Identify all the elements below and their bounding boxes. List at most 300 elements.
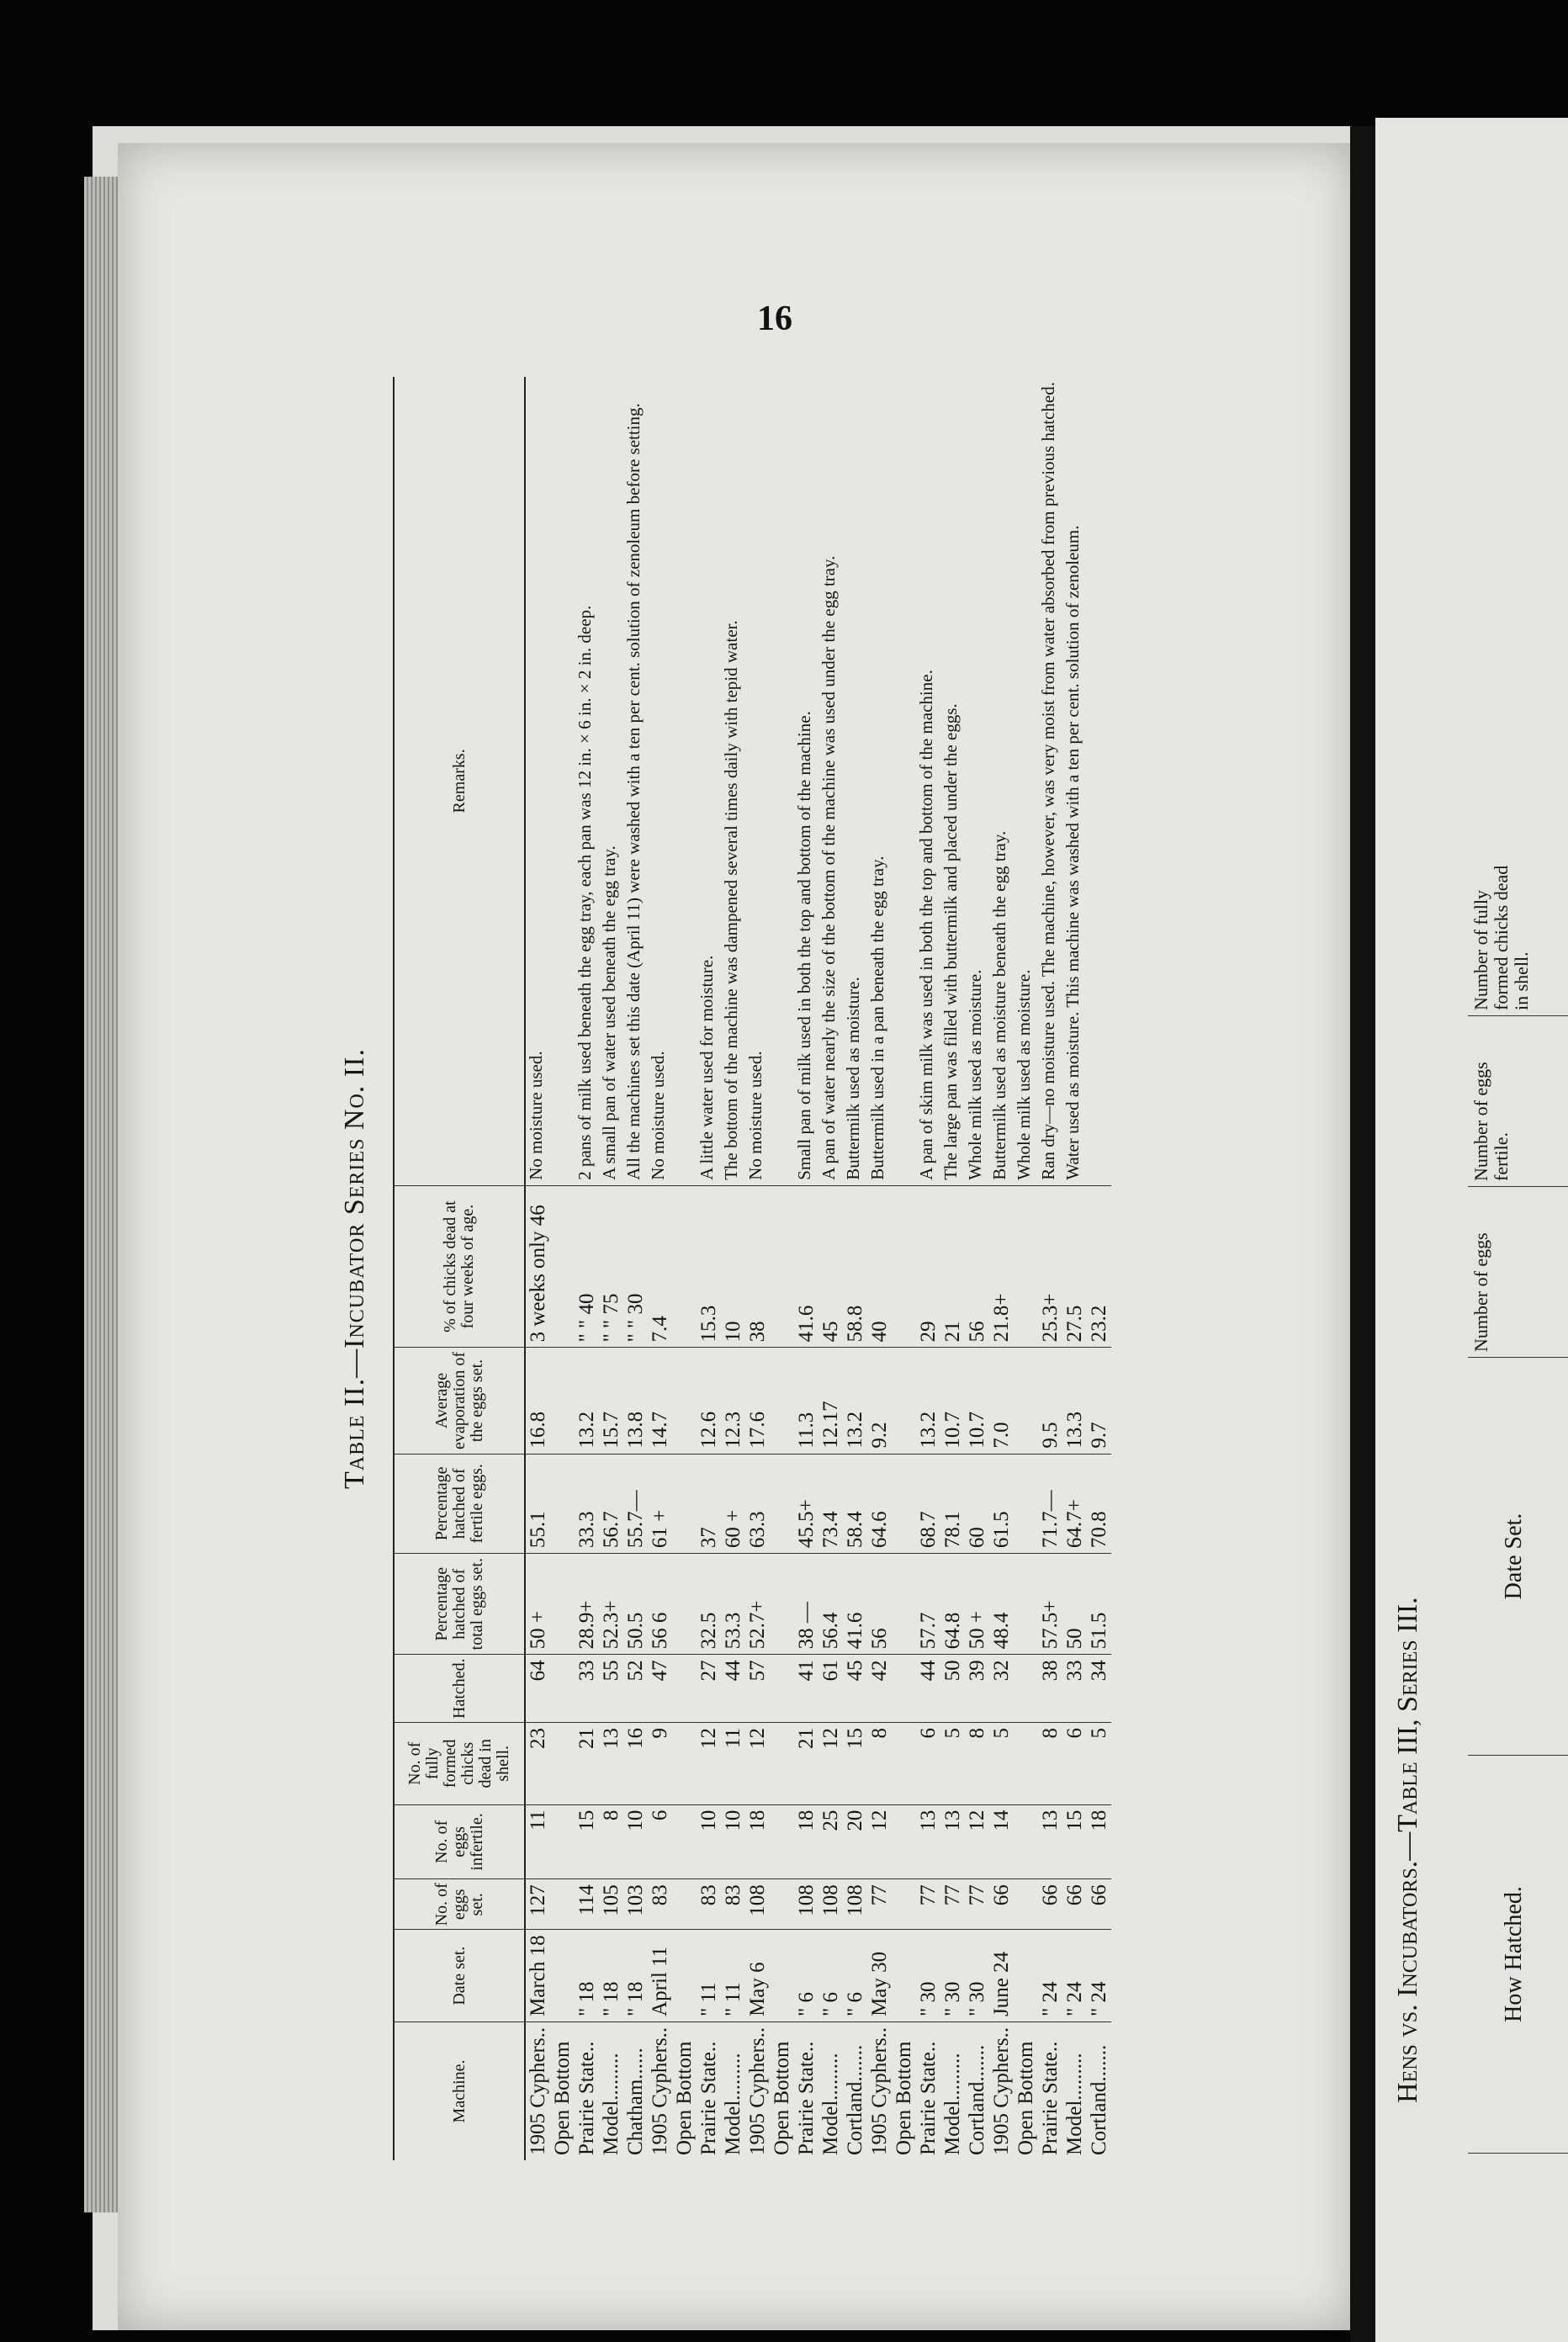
header-pct-total: Percentage hatched of total eggs set. [394, 1554, 525, 1655]
table-row [1087, 377, 1111, 2160]
right-header-col: Number of eggs [1468, 1187, 1568, 1358]
cell-machine: Prairie State.. [575, 2041, 598, 2155]
cell-date: " 24 [1038, 1930, 1062, 2022]
right-header-date-set: Date Set. [1468, 1358, 1568, 1756]
cell-date: March 18 [525, 1930, 550, 2022]
table-row [672, 377, 697, 2160]
cell-infertile: 10 [623, 1804, 648, 1879]
cell-dead: 8 [867, 1723, 892, 1805]
cell-pct-dead: 56 [965, 1185, 989, 1348]
cell-pct-fertile: 58.4 [843, 1454, 867, 1554]
cell-evaporation: 10.7 [965, 1348, 989, 1454]
cell-pct-fertile: 64.7+ [1062, 1454, 1087, 1554]
cell-date [672, 1930, 697, 2022]
cell-dead: 11 [721, 1723, 745, 1805]
cell-date: April 11 [648, 1930, 672, 2022]
cell-evaporation: 15.7 [599, 1348, 623, 1454]
cell-pct-fertile: 61.5 [989, 1454, 1014, 1554]
cell-hatched: 52 [623, 1655, 648, 1723]
incubator-table [393, 377, 1111, 2160]
cell-evaporation: 9.7 [1087, 1348, 1111, 1454]
cell-infertile: 20 [843, 1804, 867, 1879]
cell-set: 77 [965, 1879, 989, 1930]
cell-hatched [892, 1655, 916, 1723]
cell-set: 66 [1087, 1879, 1111, 1930]
cell-dead [770, 1723, 794, 1805]
cell-remarks [770, 377, 794, 1185]
cell-hatched: 41 [794, 1655, 818, 1723]
cell-remarks: Whole milk used as moisture. [965, 377, 989, 1185]
cell-dead: 12 [745, 1723, 770, 1805]
header-machine: Machine. [394, 2021, 525, 2160]
cell-remarks: Buttermilk used as moisture. [843, 377, 867, 1185]
table-header-row [394, 377, 525, 2160]
cell-pct-dead: 23.2 [1087, 1185, 1111, 1348]
cell-date: " 24 [1062, 1930, 1087, 2022]
cell-evaporation: 12.17 [818, 1348, 843, 1454]
cell-machine: Cortland....... [844, 2044, 866, 2155]
cell-evaporation [672, 1348, 697, 1454]
table-row [892, 377, 916, 2160]
cell-machine: 1905 Cyphers.. [649, 2027, 671, 2155]
table-row [648, 377, 672, 2160]
cell-pct-total [892, 1554, 916, 1655]
cell-infertile: 8 [599, 1804, 623, 1879]
cell-date [892, 1930, 916, 2022]
cell-machine: Model......... [819, 2053, 842, 2155]
cell-pct-total [1014, 1554, 1038, 1655]
cell-hatched [1014, 1655, 1038, 1723]
table-row [1038, 377, 1062, 2160]
cell-dead [1014, 1723, 1038, 1805]
cell-pct-total: 57.5+ [1038, 1554, 1062, 1655]
cell-dead: 16 [623, 1723, 648, 1805]
cell-pct-total: 28.9+ [575, 1554, 599, 1655]
cell-machine: Chatham...... [624, 2048, 647, 2155]
cell-hatched: 42 [867, 1655, 892, 1723]
cell-pct-fertile: 60 [965, 1454, 989, 1554]
cell-pct-fertile [550, 1454, 575, 1554]
header-pct-dead: % of chicks dead at four weeks of age. [394, 1185, 525, 1348]
cell-hatched: 64 [525, 1655, 550, 1723]
cell-set: 66 [989, 1879, 1014, 1930]
cell-date: " 6 [843, 1930, 867, 2022]
cell-machine: Model......... [1063, 2053, 1086, 2155]
cell-hatched: 39 [965, 1655, 989, 1723]
table-row [550, 377, 575, 2160]
cell-pct-dead: 29 [916, 1185, 940, 1348]
cell-dead: 21 [794, 1723, 818, 1805]
table-row [965, 377, 989, 2160]
cell-infertile [550, 1804, 575, 1879]
cell-machine: 1905 Cyphers.. [990, 2027, 1013, 2155]
header-eggs-set: No. of eggs set. [394, 1879, 525, 1930]
table-row [525, 377, 550, 2160]
cell-pct-dead: 41.6 [794, 1185, 818, 1348]
book-gutter [1350, 126, 1375, 2342]
cell-dead: 8 [965, 1723, 989, 1805]
cell-infertile: 13 [916, 1804, 940, 1879]
cell-infertile [892, 1804, 916, 1879]
table-body [525, 377, 1111, 2160]
cell-set [550, 1879, 575, 1930]
cell-set: 127 [525, 1879, 550, 1930]
cell-date: May 6 [745, 1930, 770, 2022]
cell-hatched [770, 1655, 794, 1723]
cell-machine: Prairie State.. [795, 2041, 818, 2155]
cell-remarks: The bottom of the machine was dampened several times daily with tepid water. [721, 377, 745, 1185]
cell-hatched: 61 [818, 1655, 843, 1723]
cell-pct-dead: " " 40 [575, 1185, 599, 1348]
cell-pct-fertile: 68.7 [916, 1454, 940, 1554]
cell-set: 83 [648, 1879, 672, 1930]
cell-infertile: 6 [648, 1804, 672, 1879]
cell-remarks: 2 pans of milk used beneath the egg tray, each pan was 12 in. × 6 in. × 2 in. deep. [575, 377, 599, 1185]
cell-hatched: 55 [599, 1655, 623, 1723]
cell-date: " 11 [721, 1930, 745, 2022]
cell-hatched: 50 [940, 1655, 965, 1723]
cell-set: 105 [599, 1879, 623, 1930]
cell-date: " 11 [697, 1930, 721, 2022]
table-row [599, 377, 623, 2160]
cell-hatched: 47 [648, 1655, 672, 1723]
cell-pct-total: 64.8 [940, 1554, 965, 1655]
cell-pct-total: 52.3+ [599, 1554, 623, 1655]
cell-machine: 1905 Cyphers.. [527, 2027, 549, 2155]
cell-remarks: Water used as moisture. This machine was washed with a ten per cent. solution of zenoleum. [1062, 377, 1087, 1185]
header-date-set: Date set. [394, 1930, 525, 2022]
cell-machine: Open Bottom [893, 2041, 915, 2155]
table-row [697, 377, 721, 2160]
cell-infertile [1014, 1804, 1038, 1879]
cell-set [672, 1879, 697, 1930]
cell-evaporation: 17.6 [745, 1348, 770, 1454]
cell-pct-dead [1014, 1185, 1038, 1348]
cell-evaporation: 14.7 [648, 1348, 672, 1454]
cell-evaporation: 7.0 [989, 1348, 1014, 1454]
rotated-table-page [339, 377, 1248, 2160]
cell-pct-fertile: 45.5+ [794, 1454, 818, 1554]
cell-pct-dead: 27.5 [1062, 1185, 1087, 1348]
cell-date: " 18 [575, 1930, 599, 2022]
cell-date [550, 1930, 575, 2022]
cell-pct-dead: 38 [745, 1185, 770, 1348]
cell-date [1014, 1930, 1038, 2022]
cell-pct-fertile: 60 + [721, 1454, 745, 1554]
cell-evaporation: 13.2 [843, 1348, 867, 1454]
cell-evaporation: 13.2 [916, 1348, 940, 1454]
cell-remarks: A pan of skim milk was used in both the top and bottom of the machine. [916, 377, 940, 1185]
right-page-title: Hens vs. Incubators.—Table III, Series III. [1392, 1597, 1423, 2103]
cell-set: 66 [1062, 1879, 1087, 1930]
cell-infertile: 15 [1062, 1804, 1087, 1879]
cell-pct-dead [672, 1185, 697, 1348]
cell-hatched [672, 1655, 697, 1723]
cell-pct-fertile [672, 1454, 697, 1554]
cell-evaporation [1014, 1348, 1038, 1454]
cell-machine: Model......... [722, 2053, 744, 2155]
cell-pct-fertile [892, 1454, 916, 1554]
cell-pct-total: 38 — [794, 1554, 818, 1655]
right-header-col: Number of eggs fertile. [1468, 1016, 1568, 1187]
cell-machine: Open Bottom [1014, 2041, 1037, 2155]
cell-hatched: 44 [721, 1655, 745, 1723]
header-pct-fertile: Percentage hatched of fertile eggs. [394, 1454, 525, 1554]
cell-remarks: No moisture used. [745, 377, 770, 1185]
cell-remarks: A pan of water nearly the size of the bottom of the machine was used under the egg tray. [818, 377, 843, 1185]
cell-set [892, 1879, 916, 1930]
cell-machine: Model......... [600, 2053, 622, 2155]
cell-evaporation [892, 1348, 916, 1454]
page-number: 16 [757, 299, 792, 338]
cell-set: 77 [940, 1879, 965, 1930]
cell-machine: Prairie State.. [1039, 2041, 1062, 2155]
cell-pct-fertile: 33.3 [575, 1454, 599, 1554]
cell-pct-total: 56.4 [818, 1554, 843, 1655]
cell-infertile [770, 1804, 794, 1879]
cell-set: 66 [1038, 1879, 1062, 1930]
cell-dead: 23 [525, 1723, 550, 1805]
cell-infertile: 18 [1087, 1804, 1111, 1879]
cell-pct-dead: 45 [818, 1185, 843, 1348]
cell-dead: 5 [940, 1723, 965, 1805]
cell-pct-fertile: 71.7— [1038, 1454, 1062, 1554]
header-hatched: Hatched. [394, 1655, 525, 1723]
cell-dead: 5 [1087, 1723, 1111, 1805]
cell-evaporation: 9.2 [867, 1348, 892, 1454]
cell-pct-dead: 40 [867, 1185, 892, 1348]
cell-pct-dead: 21 [940, 1185, 965, 1348]
table-row [818, 377, 843, 2160]
cell-infertile: 11 [525, 1804, 550, 1879]
cell-set: 83 [697, 1879, 721, 1930]
cell-pct-total: 50 + [525, 1554, 550, 1655]
cell-set: 108 [745, 1879, 770, 1930]
cell-date: June 24 [989, 1930, 1014, 2022]
cell-pct-total: 57.7 [916, 1554, 940, 1655]
cell-pct-total: 50 [1062, 1554, 1087, 1655]
cell-dead: 12 [818, 1723, 843, 1805]
cell-pct-total: 41.6 [843, 1554, 867, 1655]
cell-hatched: 44 [916, 1655, 940, 1723]
cell-pct-fertile: 37 [697, 1454, 721, 1554]
cell-dead [672, 1723, 697, 1805]
table-row [843, 377, 867, 2160]
cell-set: 77 [916, 1879, 940, 1930]
cell-date: " 24 [1087, 1930, 1111, 2022]
table-row [1062, 377, 1087, 2160]
cell-machine: Open Bottom [771, 2041, 793, 2155]
table-title: Table II.—Incubator Series No. II. [339, 1048, 370, 1489]
cell-infertile: 14 [989, 1804, 1014, 1879]
right-header-col: Number of fully formed chicks dead in shell. [1468, 845, 1568, 1016]
cell-infertile [672, 1804, 697, 1879]
cell-pct-fertile: 78.1 [940, 1454, 965, 1554]
cell-pct-total: 53.3 [721, 1554, 745, 1655]
cell-pct-dead: " " 75 [599, 1185, 623, 1348]
cell-pct-fertile: 70.8 [1087, 1454, 1111, 1554]
cell-pct-dead: " " 30 [623, 1185, 648, 1348]
cell-machine: 1905 Cyphers.. [868, 2027, 891, 2155]
cell-machine: Model......... [941, 2053, 964, 2155]
table-row [794, 377, 818, 2160]
cell-dead: 9 [648, 1723, 672, 1805]
cell-remarks [1087, 377, 1111, 1185]
cell-machine: 1905 Cyphers.. [746, 2027, 769, 2155]
cell-remarks: Buttermilk used in a pan beneath the egg tray. [867, 377, 892, 1185]
cell-pct-fertile: 61 + [648, 1454, 672, 1554]
table-row [867, 377, 892, 2160]
cell-evaporation: 12.6 [697, 1348, 721, 1454]
cell-pct-fertile: 63.3 [745, 1454, 770, 1554]
cell-machine: Prairie State.. [697, 2041, 720, 2155]
cell-pct-dead: 10 [721, 1185, 745, 1348]
cell-dead: 8 [1038, 1723, 1062, 1805]
cell-pct-total [770, 1554, 794, 1655]
cell-date: " 30 [916, 1930, 940, 2022]
cell-pct-dead: 3 weeks only 46 [525, 1185, 550, 1348]
cell-remarks [672, 377, 697, 1185]
cell-pct-total: 48.4 [989, 1554, 1014, 1655]
table-row [770, 377, 794, 2160]
cell-date: " 18 [623, 1930, 648, 2022]
cell-date: May 30 [867, 1930, 892, 2022]
cell-dead: 5 [989, 1723, 1014, 1805]
header-evaporation: Average evaporation of the eggs set. [394, 1348, 525, 1454]
cell-remarks [550, 377, 575, 1185]
header-remarks: Remarks. [394, 377, 525, 1185]
cell-remarks: Buttermilk used as moisture beneath the egg tray. [989, 377, 1014, 1185]
cell-set [1014, 1879, 1038, 1930]
cell-machine: Cortland....... [1088, 2044, 1110, 2155]
table-row [575, 377, 599, 2160]
cell-pct-fertile [1014, 1454, 1038, 1554]
cell-date: " 18 [599, 1930, 623, 2022]
cell-pct-total: 52.7+ [745, 1554, 770, 1655]
cell-dead: 13 [599, 1723, 623, 1805]
cell-set: 108 [843, 1879, 867, 1930]
cell-dead [550, 1723, 575, 1805]
cell-remarks: No moisture used. [648, 377, 672, 1185]
cell-date: " 30 [965, 1930, 989, 2022]
cell-evaporation: 13.2 [575, 1348, 599, 1454]
table-row [989, 377, 1014, 2160]
cell-pct-total: 51.5 [1087, 1554, 1111, 1655]
cell-evaporation [770, 1348, 794, 1454]
cell-dead [892, 1723, 916, 1805]
cell-infertile: 10 [697, 1804, 721, 1879]
cell-machine: Cortland....... [966, 2044, 988, 2155]
cell-pct-dead [770, 1185, 794, 1348]
cell-evaporation: 12.3 [721, 1348, 745, 1454]
cell-infertile: 12 [965, 1804, 989, 1879]
cell-remarks: No moisture used. [525, 377, 550, 1185]
cell-dead: 21 [575, 1723, 599, 1805]
cell-date: " 6 [794, 1930, 818, 2022]
cell-pct-fertile: 55.1 [525, 1454, 550, 1554]
cell-pct-dead: 25.3+ [1038, 1185, 1062, 1348]
right-page-headers [1468, 303, 1568, 2154]
cell-infertile: 18 [794, 1804, 818, 1879]
cell-set: 114 [575, 1879, 599, 1930]
cell-pct-total [550, 1554, 575, 1655]
cell-remarks: All the machines set this date (April 11) were washed with a ten per cent. solution of zenoleum before setting. [623, 377, 648, 1185]
table-row [1014, 377, 1038, 2160]
cell-remarks: Ran dry—no moisture used. The machine, however, was very moist from water absorbed from previous hatched. [1038, 377, 1062, 1185]
cell-pct-total [672, 1554, 697, 1655]
cell-dead: 6 [1062, 1723, 1087, 1805]
cell-infertile: 18 [745, 1804, 770, 1879]
cell-date: " 30 [940, 1930, 965, 2022]
cell-pct-fertile: 56.7 [599, 1454, 623, 1554]
cell-pct-dead: 7.4 [648, 1185, 672, 1348]
cell-set: 103 [623, 1879, 648, 1930]
cell-evaporation: 10.7 [940, 1348, 965, 1454]
cell-remarks: The large pan was filled with buttermilk and placed under the eggs. [940, 377, 965, 1185]
table-row [916, 377, 940, 2160]
cell-pct-dead [892, 1185, 916, 1348]
cell-remarks: A small pan of water used beneath the egg tray. [599, 377, 623, 1185]
cell-pct-total: 50.5 [623, 1554, 648, 1655]
cell-evaporation: 16.8 [525, 1348, 550, 1454]
table-row [745, 377, 770, 2160]
cell-dead: 6 [916, 1723, 940, 1805]
cell-infertile: 25 [818, 1804, 843, 1879]
cell-hatched: 27 [697, 1655, 721, 1723]
cell-machine: Open Bottom [551, 2041, 574, 2155]
cell-set: 83 [721, 1879, 745, 1930]
cell-machine: Prairie State.. [917, 2041, 940, 2155]
cell-pct-total: 50 + [965, 1554, 989, 1655]
cell-evaporation [550, 1348, 575, 1454]
cell-evaporation: 13.8 [623, 1348, 648, 1454]
table-row [940, 377, 965, 2160]
cell-hatched [550, 1655, 575, 1723]
cell-hatched: 34 [1087, 1655, 1111, 1723]
cell-evaporation: 9.5 [1038, 1348, 1062, 1454]
cell-remarks: A little water used for moisture. [697, 377, 721, 1185]
cell-infertile: 15 [575, 1804, 599, 1879]
cell-pct-dead: 21.8+ [989, 1185, 1014, 1348]
cell-pct-dead: 58.8 [843, 1185, 867, 1348]
cell-infertile: 12 [867, 1804, 892, 1879]
cell-infertile: 13 [940, 1804, 965, 1879]
header-dead-in-shell: No. of fully formed chicks dead in shell. [394, 1723, 525, 1805]
header-infertile: No. of eggs infertile. [394, 1804, 525, 1879]
cell-pct-total: 32.5 [697, 1554, 721, 1655]
table-row [623, 377, 648, 2160]
cell-pct-fertile: 55.7— [623, 1454, 648, 1554]
cell-pct-dead [550, 1185, 575, 1348]
cell-hatched: 45 [843, 1655, 867, 1723]
cell-remarks: Small pan of milk used in both the top and bottom of the machine. [794, 377, 818, 1185]
cell-hatched: 57 [745, 1655, 770, 1723]
table-row [721, 377, 745, 2160]
cell-dead: 12 [697, 1723, 721, 1805]
cell-pct-dead: 15.3 [697, 1185, 721, 1348]
cell-set: 108 [818, 1879, 843, 1930]
cell-hatched: 33 [1062, 1655, 1087, 1723]
cell-remarks: Whole milk used as moisture. [1014, 377, 1038, 1185]
cell-evaporation: 13.3 [1062, 1348, 1087, 1454]
cell-remarks [892, 377, 916, 1185]
cell-pct-fertile: 73.4 [818, 1454, 843, 1554]
cell-pct-fertile [770, 1454, 794, 1554]
cell-pct-total: 56 6 [648, 1554, 672, 1655]
cell-hatched: 32 [989, 1655, 1014, 1723]
right-header-how-hatched: How Hatched. [1468, 1756, 1568, 2154]
cell-machine: Open Bottom [673, 2041, 696, 2155]
